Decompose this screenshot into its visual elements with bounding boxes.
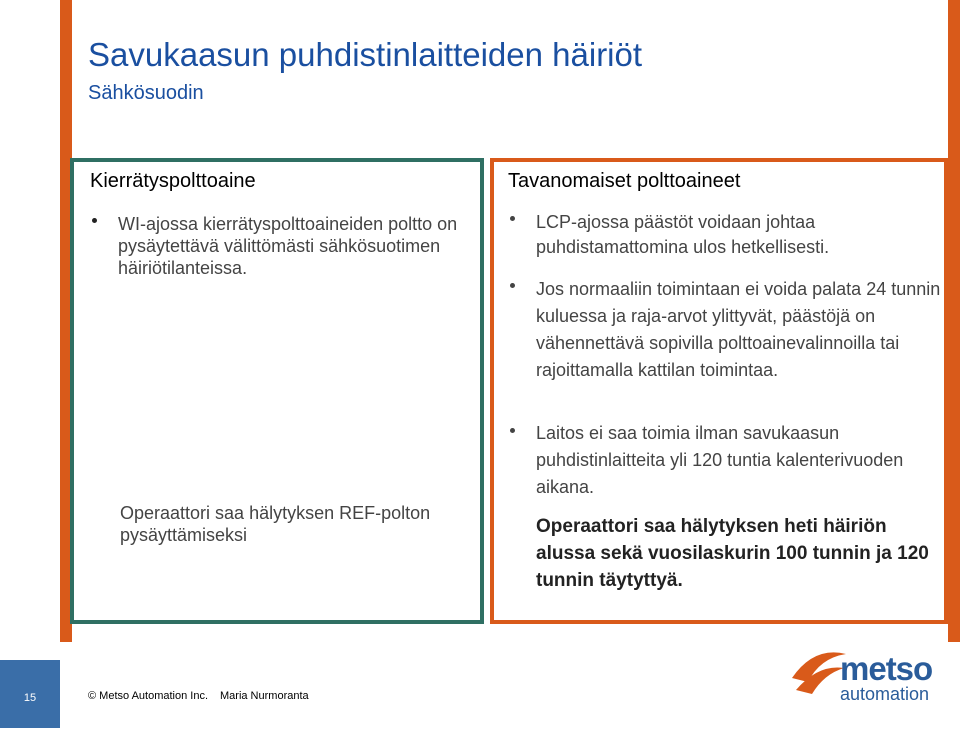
bullet-icon (510, 428, 515, 433)
bullet-icon (92, 218, 97, 223)
author-name: Maria Nurmoranta (220, 690, 309, 702)
bullet-icon (510, 283, 515, 288)
slide-subtitle: Sähkösuodin (88, 82, 204, 104)
left-margin (0, 0, 60, 728)
logo-subtitle: automation (840, 684, 930, 704)
bullet-icon (510, 216, 515, 221)
left-panel-heading: Kierrätyspolttoaine (90, 170, 256, 192)
copyright-text: © Metso Automation Inc. (88, 690, 208, 702)
right-panel-heading: Tavanomaiset polttoaineet (508, 170, 741, 192)
right-bullet-1: LCP-ajossa päästöt voidaan johtaa puhdistamattomina ulos hetkellisesti. (536, 212, 830, 257)
logo-word: metso (840, 650, 933, 687)
slide-title: Savukaasun puhdistinlaitteiden häiriöt (88, 36, 643, 73)
page-number: 15 (23, 692, 37, 704)
left-operator-note: Operaattori saa hälytyksen REF-polton pysäyttämiseksi (120, 503, 431, 545)
right-bullet-3: Laitos ei saa toimia ilman savukaasun puhdistinlaitteita yli 120 tuntia kalenterivuoden aikana. (536, 423, 904, 497)
right-accent-stripe (948, 0, 960, 642)
right-bullet-2: Jos normaaliin toimintaan ei voida palata 24 tunnin kuluessa ja raja-arvot ylittyvät, päästöjä on vähennettävä sopivilla polttoainevalinnoilla tai rajoittamalla kattilan toimintaa. (536, 279, 941, 380)
right-operator-note: Operaattori saa hälytyksen heti häiriön alussa sekä vuosilaskurin 100 tunnin ja 120 tunnin täytyttyä. (536, 516, 929, 591)
left-bullet-text: WI-ajossa kierrätyspolttoaineiden poltto on pysäytettävä välittömästi sähkösuotimen häiriötilanteissa. (118, 214, 458, 278)
